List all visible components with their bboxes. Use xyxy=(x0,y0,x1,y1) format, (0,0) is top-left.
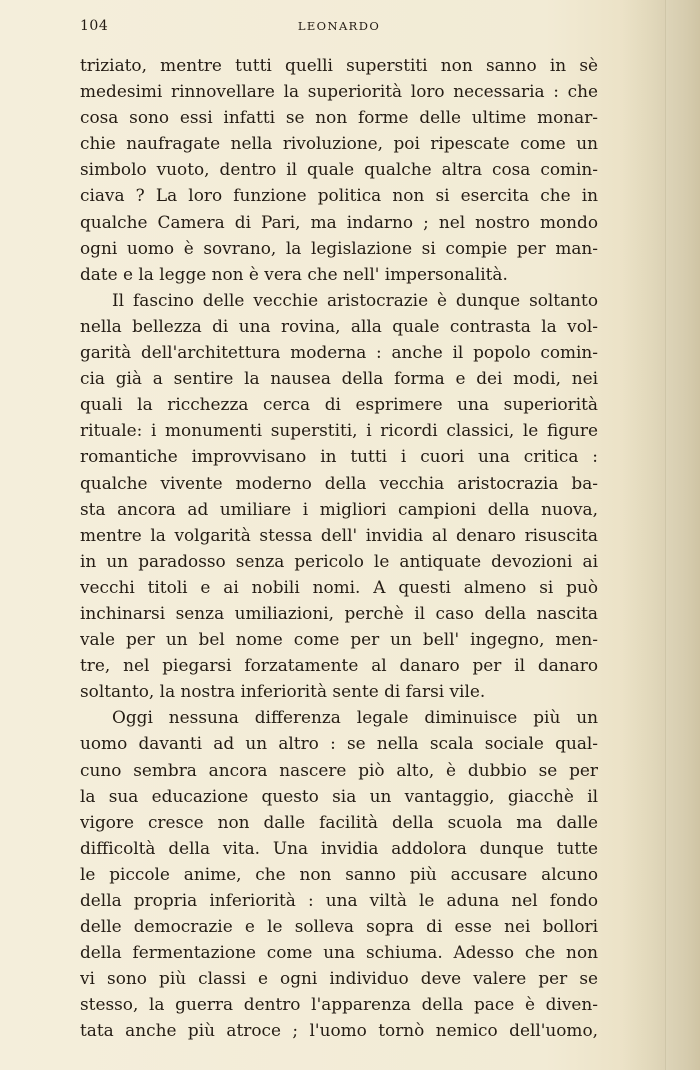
text-line: delle democrazie e le solleva sopra di esse nei bollori xyxy=(80,916,598,937)
text-line: qualche Camera di Pari, ma indarno ; nel nostro mondo xyxy=(80,211,598,232)
text-line: medesimi rinnovellare la superiorità loro necessaria : che xyxy=(80,81,598,102)
text-line: garità dell'architettura moderna : anche il popolo comin- xyxy=(80,342,598,363)
page-edge xyxy=(665,0,700,1070)
text-line: quali la ricchezza cerca di esprimere una superiorità xyxy=(80,394,598,415)
text-line: romantiche improvvisano in tutti i cuori una critica : xyxy=(80,446,598,467)
text-line: ciava ? La loro funzione politica non si esercita che in xyxy=(80,185,598,206)
text-line: sta ancora ad umiliare i migliori campioni della nuova, xyxy=(80,498,598,519)
text-line: tata anche più atroce ; l'uomo tornò nemico dell'uomo, xyxy=(80,1020,598,1041)
text-line: in un paradosso senza pericolo le antiquate devozioni ai xyxy=(80,550,598,571)
text-line: vigore cresce non dalle facilità della scuola ma dalle xyxy=(80,811,598,832)
text-line: nella bellezza di una rovina, alla quale contrasta la vol- xyxy=(80,315,598,336)
page-number: 104 xyxy=(80,18,109,34)
text-line: tre, nel piegarsi forzatamente al danaro per il danaro xyxy=(80,655,598,676)
text-line: rituale: i monumenti superstiti, i ricordi classici, le figure xyxy=(80,420,598,441)
text-line: date e la legge non è vera che nell' impersonalità. xyxy=(80,263,508,284)
text-line: vi sono più classi e ogni individuo deve valere per se xyxy=(80,968,598,989)
text-line: ogni uomo è sovrano, la legislazione si compie per man- xyxy=(80,237,598,258)
text-line: mentre la volgarità stessa dell' invidia al denaro risuscita xyxy=(80,524,598,545)
running-title: LEONARDO xyxy=(297,19,381,33)
text-line: vecchi titoli e ai nobili nomi. A questi almeno si può xyxy=(80,576,598,597)
text-line: cosa sono essi infatti se non forme delle ultime monar- xyxy=(80,107,598,128)
text-line: chie naufragate nella rivoluzione, poi ripescate come un xyxy=(80,133,598,154)
text-line: cuno sembra ancora nascere piò alto, è dubbio se per xyxy=(80,759,598,780)
text-line: della propria inferiorità : una viltà le aduna nel fondo xyxy=(80,890,598,910)
text-line: Il fascino delle vecchie aristocrazie è dunque soltanto xyxy=(112,289,598,310)
text-line: uomo davanti ad un altro : se nella scala sociale qual- xyxy=(80,733,598,754)
text-line: della fermentazione come una schiuma. Adesso che non xyxy=(80,942,598,963)
text-line: qualche vivente moderno della vecchia aristocrazia ba- xyxy=(80,472,598,493)
text-line: Oggi nessuna differenza legale diminuisce più un xyxy=(112,707,598,728)
text-line: inchinarsi senza umiliazioni, perchè il caso della nascita xyxy=(80,602,598,623)
text-line: simbolo vuoto, dentro il quale qualche altra cosa comin- xyxy=(80,159,598,180)
body-text xyxy=(80,52,598,1044)
text-line: soltanto, la nostra inferiorità sente di farsi vile. xyxy=(80,681,486,702)
text-line: la sua educazione questo sia un vantaggio, giacchè il xyxy=(80,785,598,806)
text-line: vale per un bel nome come per un bell' ingegno, men- xyxy=(80,629,598,650)
text-line: difficoltà della vita. Una invidia addolora dunque tutte xyxy=(80,837,598,858)
text-line: le piccole anime, che non sanno più accusare alcuno xyxy=(80,863,598,884)
page-header xyxy=(80,18,598,42)
text-line: cia già a sentire la nausea della forma e dei modi, nei xyxy=(80,368,598,389)
text-line: triziato, mentre tutti quelli superstiti non sanno in sè xyxy=(80,55,598,75)
text-line: stesso, la guerra dentro l'apparenza della pace è diven- xyxy=(80,994,598,1015)
